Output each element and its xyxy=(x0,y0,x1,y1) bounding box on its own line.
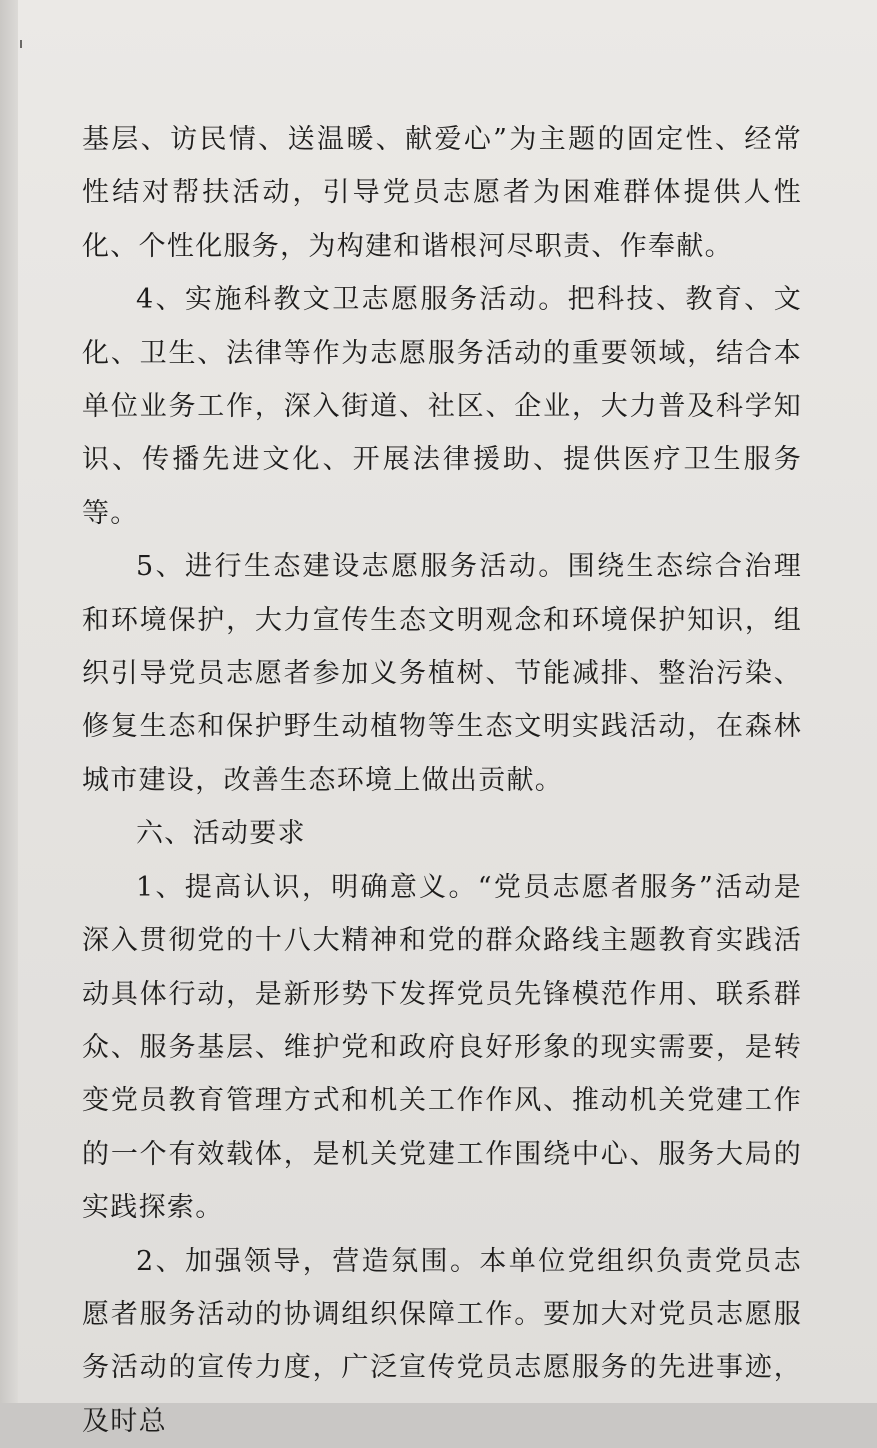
paragraph-requirement-1: 1、提高认识，明确意义。“党员志愿者服务”活动是深入贯彻党的十八大精神和党的群众路线主题教育实践活动具体行动，是新形势下发挥党员先锋模范作用、联系群众、服务基层、维护党和政府良好形象的现实需要，是转变党员教育管理方式和机关工作作风、推动机关党建工作的一个有效载体，是机关党建工作围绕中心、服务大局的实践探索。 xyxy=(82,871,802,1224)
page-mark xyxy=(20,40,22,48)
page-binding-edge xyxy=(0,0,18,1403)
paragraph-item-4: 4、实施科教文卫志愿服务活动。把科技、教育、文化、卫生、法律等作为志愿服务活动的重要领域，结合本单位业务工作，深入街道、社区、企业，大力普及科学知识、传播先进文化、开展法律援助、提供医疗卫生服务等。 xyxy=(82,284,802,529)
paragraph-continuation: 基层、访民情、送温暖、献爱心”为主题的固定性、经常性结对帮扶活动，引导党员志愿者为困难群体提供人性化、个性化服务，为构建和谐根河尽职责、作奉献。 xyxy=(82,124,802,262)
document-body xyxy=(82,113,802,1448)
paragraph-item-5: 5、进行生态建设志愿服务活动。围绕生态综合治理和环境保护，大力宣传生态文明观念和环境保护知识，组织引导党员志愿者参加义务植树、节能减排、整治污染、修复生态和保护野生动植物等生态文明实践活动，在森林城市建设，改善生态环境上做出贡献。 xyxy=(82,551,802,796)
paragraph-requirement-2: 2、加强领导，营造氛围。本单位党组织负责党员志愿者服务活动的协调组织保障工作。要加大对党员志愿服务活动的宣传力度，广泛宣传党员志愿服务的先进事迹，及时总 xyxy=(82,1245,802,1437)
section-heading-activity-requirements: 六、活动要求 xyxy=(136,818,306,850)
